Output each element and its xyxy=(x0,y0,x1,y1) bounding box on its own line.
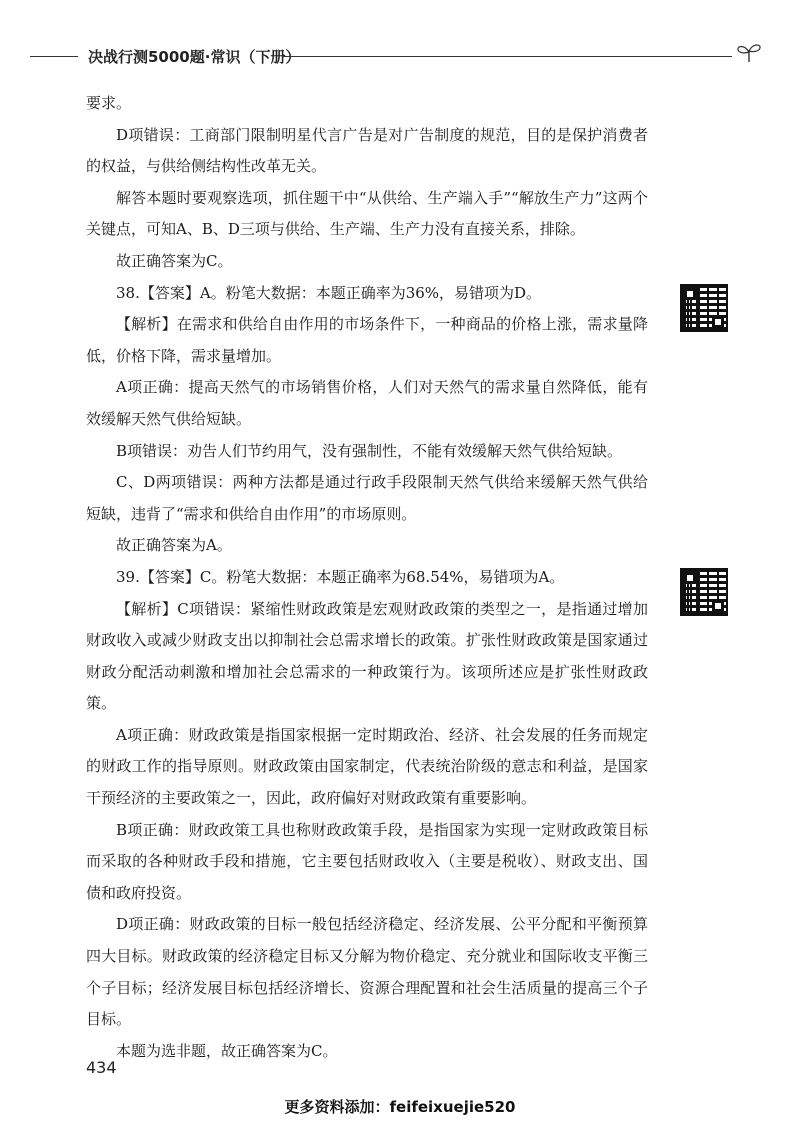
qr-code-question-38[interactable] xyxy=(680,284,728,332)
paragraph: 解答本题时要观察选项，抓住题干中“从供给、生产端入手”“解放生产力”这两个关键点，可知A、B、D三项与供给、生产端、生产力没有直接关系，排除。 xyxy=(86,188,648,239)
running-header xyxy=(30,40,770,70)
paragraph: D项正确：财政政策的目标一般包括经济稳定、经济发展、公平分配和平衡预算四大目标。财政政策的经济稳定目标又分解为物价稳定、充分就业和国际收支平衡三个子目标；经济发展目标包括经济增长、资源合理配置和社会生活质量的提高三个子目标。 xyxy=(86,915,648,1029)
paragraph: C、D两项错误：两种方法都是通过行政手段限制天然气供给来缓解天然气供给短缺，违背了“需求和供给自由作用”的市场原则。 xyxy=(86,473,648,523)
page-number: 434 xyxy=(86,1058,117,1077)
paragraph: B项正确：财政政策工具也称财政政策手段，是指国家为实现一定财政政策目标而采取的各种财政手段和措施，它主要包括财政收入（主要是税收）、财政支出、国债和政府投资。 xyxy=(86,820,648,902)
paragraph: 要求。 xyxy=(86,94,132,112)
paragraph: 【解析】在需求和供给自由作用的市场条件下，一种商品的价格上涨，需求量降低，价格下降，需求量增加。 xyxy=(86,315,648,365)
paragraph: B项错误：劝告人们节约用气，没有强制性，不能有效缓解天然气供给短缺。 xyxy=(116,441,623,460)
paragraph: 本题为选非题，故正确答案为C。 xyxy=(116,1041,338,1060)
paragraph: 故正确答案为C。 xyxy=(116,251,233,270)
header-rule-left xyxy=(30,56,78,57)
paragraph: 故正确答案为A。 xyxy=(116,536,232,555)
paragraph: A项正确：财政政策是指国家根据一定时期政治、经济、社会发展的任务而规定的财政工作的指导原则。财政政策由国家制定，代表统治阶级的意志和利益，是国家干预经济的主要政策之一，因此，政府偏好对财政政策有重要影响。 xyxy=(86,725,648,808)
paragraph: 【解析】C项错误：紧缩性财政政策是宏观财政政策的类型之一，是指通过增加财政收入或减少财政支出以抑制社会总需求增长的政策。扩张性财政政策是国家通过财政分配活动刺激和增加社会总需求的一种政策行为。该项所述应是扩张性财政政策。 xyxy=(86,599,648,713)
book-title: 决战行测5000题·常识（下册） xyxy=(88,48,301,66)
qr-code-question-39[interactable] xyxy=(680,568,728,616)
paragraph: A项正确：提高天然气的市场销售价格，人们对天然气的需求量自然降低，能有效缓解天然气供给短缺。 xyxy=(86,378,648,428)
footer-contact-note: 更多资料添加：feifeixuejie520 xyxy=(284,1098,516,1116)
answer-explanations xyxy=(86,88,648,1067)
paragraph: D项错误：工商部门限制明星代言广告是对广告制度的规范，目的是保护消费者的权益，与供给侧结构性改革无关。 xyxy=(86,125,648,176)
sprout-icon xyxy=(734,40,764,64)
paragraph: 39.【答案】C。粉笔大数据：本题正确率为68.54%，易错项为A。 xyxy=(116,567,565,586)
paragraph: 38.【答案】A。粉笔大数据：本题正确率为36%，易错项为D。 xyxy=(116,283,542,302)
header-rule-right xyxy=(282,56,732,57)
